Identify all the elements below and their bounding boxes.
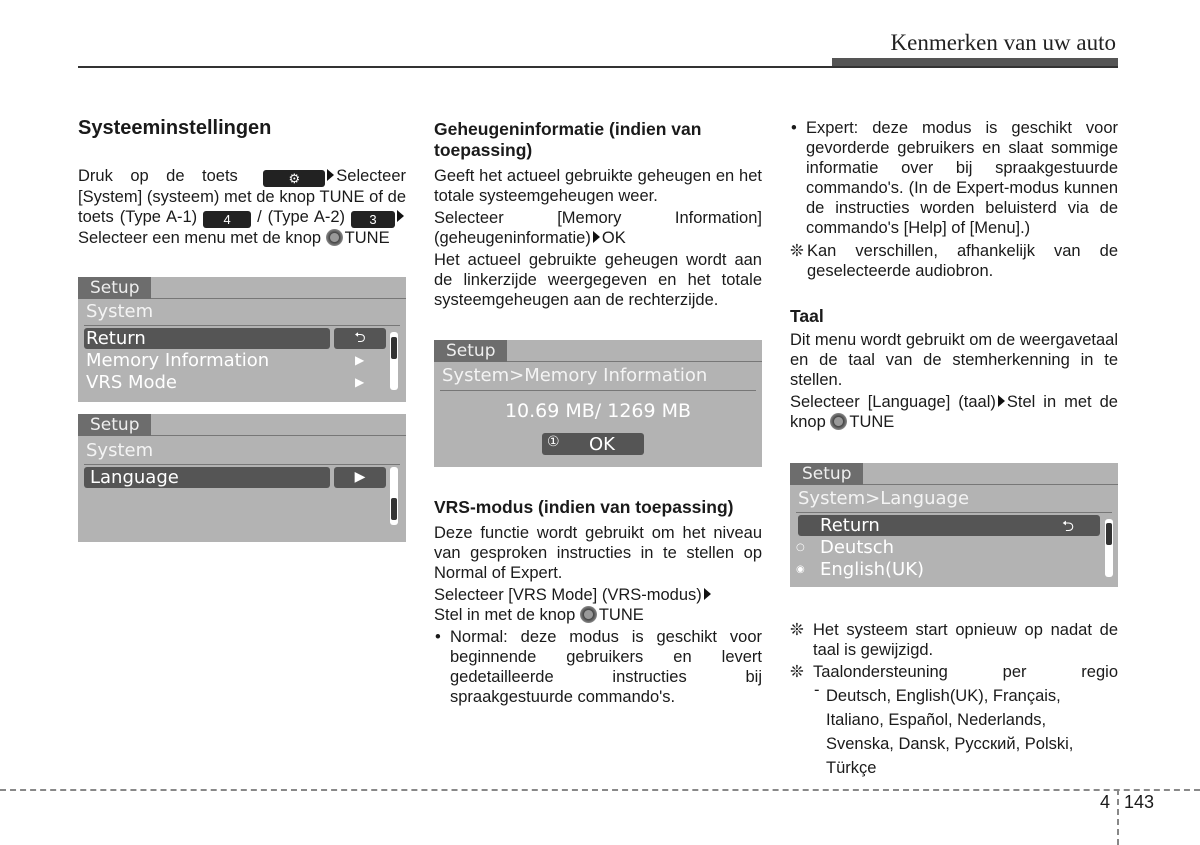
key-4-icon: 4 [203,211,251,228]
note: ❊ Taalondersteuning per regio [790,663,1118,681]
column-2 [434,119,762,312]
screen-memory-info [434,340,762,467]
setup-key-icon: ⚙ [263,170,325,187]
footer-rule [0,789,1200,791]
paragraph: Selecteer [VRS Mode] (VRS-modus) Stel in met de knop TUNE [434,585,762,625]
chevron-right-icon: ▶ [334,467,386,488]
chevron-right-icon: ▶ [355,375,365,389]
section-heading: Systeeminstellingen [78,117,272,139]
heading-memory: Geheugeninformatie (indien van toepassing) [434,119,702,160]
column-2-lower [434,497,762,707]
language-line: Italiano, Español, Nederlands, [826,711,1047,729]
heading-taal: Taal [790,306,824,326]
paragraph: Selecteer [Memory Information] (geheugeninformatie) OK [434,209,762,247]
tune-knob-icon [580,606,597,623]
return-icon: ⮌ [334,328,386,349]
screen-system-menu [78,277,406,402]
arrow-icon [704,588,711,600]
memory-value: 10.69 MB/ 1269 MB [504,400,692,422]
language-line: Svenska, Dansk, Русский, Polski, [826,735,1074,753]
list-item: • Normal: deze modus is geschikt voor beginnende gebruikers en levert gedetailleerde instructies bij spraakgestuurde commando's. [450,627,762,707]
note-star-icon: ❊ [790,242,804,260]
menu-item-memory[interactable]: Memory Information [86,350,270,371]
menu-item-deutsch[interactable]: Deutsch [820,537,895,558]
note: ❊ Het systeem start opnieuw op nadat de taal is gewijzigd. [790,621,1118,659]
screen-language-select [790,463,1118,587]
list-item: • Expert: deze modus is geschikt voor gevorderde gebruikers en slaat sommige informatie over bij spraakgestuurde commando's. (In de Expert-modus kunnen de instructies worden beluisterd via de commando's [Help] of [Menu].) [806,118,1118,238]
ok-number-icon: ① [547,434,560,450]
screen-tab: Setup [78,277,151,299]
language-line: Türkçe [826,759,877,777]
paragraph: Geeft het actueel gebruikte geheugen en het totale systeemgeheugen weer. [434,167,762,205]
chevron-right-icon: ▶ [355,353,365,367]
paragraph: Selecteer [Language] (taal) Stel in met de knop TUNE [790,393,1118,431]
menu-item-return[interactable]: Return [820,515,880,536]
column-3-lower [790,620,1118,780]
screen-tab: Setup [78,414,151,436]
arrow-icon [327,169,334,181]
screen-language-menu [78,414,406,542]
screen-subtitle: System>Language [798,488,970,509]
page-number: 143 [1124,792,1155,812]
header-rule [78,66,1118,68]
chapter-number: 4 [1100,792,1111,812]
radio-selected-icon: ◉ [796,564,805,575]
vrs-mode-list-cont [790,118,1118,238]
footer-separator [1117,789,1119,845]
key-3-icon: 3 [351,211,395,228]
menu-item-return[interactable]: Return [86,328,146,349]
radio-unselected-icon: ○ [796,542,805,553]
screen-tab: Setup [790,463,863,485]
paragraph: Deze functie wordt gebruikt om het niveau van gesproken instructies in te stellen op Normal of Expert. [434,524,762,582]
screen-tab: Setup [434,340,507,362]
note-star-icon: ❊ [790,621,804,639]
menu-item-language[interactable]: Language [90,467,179,488]
arrow-icon [397,210,404,222]
arrow-icon [998,395,1005,407]
ok-label: OK [589,434,615,455]
screen-subtitle: System>Memory Information [442,365,708,386]
column-1 [78,118,406,250]
arrow-icon [593,231,600,243]
tune-knob-icon [830,413,847,430]
paragraph: Dit menu wordt gebruikt om de weergavetaal en de taal van de stemherkenning in te stellen. [790,331,1118,389]
language-line: Deutsch, English(UK), Français, [826,687,1061,705]
menu-item-vrs[interactable]: VRS Mode [86,372,178,393]
menu-item-english[interactable]: English(UK) [820,559,925,580]
note-star-icon: ❊ [790,663,804,681]
return-icon: ⮌ [1062,517,1075,535]
heading-vrs: VRS-modus (indien van toepassing) [434,497,734,517]
screen-subtitle: System [86,301,154,322]
vrs-mode-list [434,627,762,707]
language-list: - Deutsch, English(UK), Français, Italiano, Español, Nederlands, Svenska, Dansk, Русский, Polski, Türkçe [790,684,1118,780]
paragraph: Het actueel gebruikte geheugen wordt aan de linkerzijde weergegeven en het totale systeemgeheugen aan de rechterzijde. [434,251,762,309]
column-3 [790,118,1118,434]
screen-subtitle: System [86,440,154,461]
note: ❊ Kan verschillen, afhankelijk van de geselecteerde audiobron. [790,242,1118,280]
tune-knob-icon [326,229,343,246]
paragraph-setup: Druk op de toets ⚙ Selecteer [System] (systeem) met de knop TUNE of de toets (Type A-1) 4 / (Type A-2) 3Selecteer een menu met de knop TUNE [78,167,406,247]
running-header: Kenmerken van uw auto [890,30,1116,55]
